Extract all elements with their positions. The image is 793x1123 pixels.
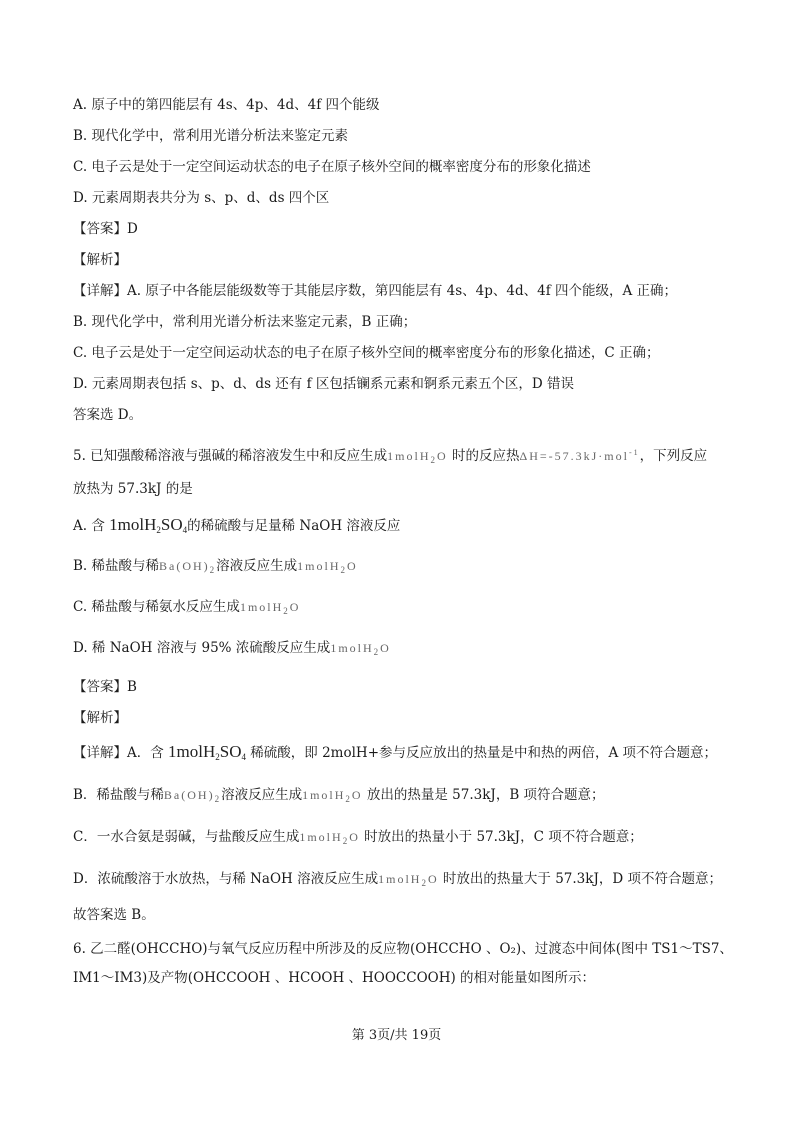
q4-option-a: A. 原子中的第四能层有 4s、4p、4d、4f 四个能级 xyxy=(73,97,380,113)
h2o-formula: 1molH$_2$O xyxy=(299,830,360,846)
h2o-formula: 1molH$_2$O xyxy=(378,872,439,888)
baoh2-formula: $Ba(OH)_2$ xyxy=(159,559,217,575)
q4-detail-b: B. 现代化学中，常利用光谱分析法来鉴定元素，B 正确； xyxy=(73,314,417,330)
q5-option-c: C. 稀盐酸与稀氨水反应生成1molH$_2$O xyxy=(73,599,301,616)
h2o-formula: 1molH$_2$O xyxy=(239,600,301,616)
q4-option-c: C. 电子云是处于一定空间运动状态的电子在原子核外空间的概率密度分布的形象化描述 xyxy=(73,159,591,175)
page-number: 第 3页/共 19页 xyxy=(351,1028,442,1043)
q6-stem-line1: 6. 乙二醛(OHCCHO)与氧气反应历程中所涉及的反应物(OHCCHO 、O₂)、过渡态中间体(图中 TS1～TS7、 xyxy=(73,941,733,957)
h2o-formula: 1molH$_2$O xyxy=(297,559,358,575)
q5-conclusion: 故答案选 B。 xyxy=(73,907,155,923)
q5-stem-line1: 5. 已知强酸稀溶液与强碱的稀溶液发生中和反应生成1molH$_2$O 时的反应热ΔH=-57.3kJ·mol$^{-1}$，下列反应 xyxy=(73,448,708,465)
h2so4-formula: $1molH_2SO_4$ xyxy=(168,742,247,762)
q4-detail-d: D. 元素周期表包括 s、p、d、ds 还有 f 区包括镧系元素和锕系元素五个区，D 错误 xyxy=(73,376,574,392)
q5-analysis-label: 【解析】 xyxy=(73,710,127,726)
q5-answer: 【答案】B xyxy=(73,679,137,695)
q6-stem-line2: IM1～IM3)及产物(OHCCOOH 、HCOOH 、HOOCCOOH) 的相对能量如图所示： xyxy=(73,970,596,986)
h2o-formula: 1molH$_2$O xyxy=(330,641,391,657)
q5-stem-line2: 放热为 57.3kJ 的是 xyxy=(73,481,193,497)
q5-option-d: D. 稀 NaOH 溶液与 95% 浓硫酸反应生成1molH$_2$O xyxy=(73,640,391,657)
q4-option-d: D. 元素周期表共分为 s、p、d、ds 四个区 xyxy=(73,190,330,206)
q5-detail-d: D．浓硫酸溶于水放热，与稀 NaOH 溶液反应生成1molH$_2$O 时放出的热量大于 57.3kJ，D 项不符合题意； xyxy=(73,871,722,888)
q5-detail-b: B．稀盐酸与稀$Ba(OH)_2$溶液反应生成1molH$_2$O 放出的热量是 57.3kJ，B 项符合题意； xyxy=(73,787,605,804)
q5-option-a: A. 含 $1molH_2SO_4$的稀硫酸与足量稀 NaOH 溶液反应 xyxy=(73,515,401,535)
q5-detail-c: C．一水合氨是弱碱，与盐酸反应生成1molH$_2$O 时放出的热量小于 57.3kJ，C 项不符合题意； xyxy=(73,829,643,846)
baoh2-formula: $Ba(OH)_2$ xyxy=(163,788,222,804)
q4-answer: 【答案】D xyxy=(73,221,138,237)
h2o-formula: 1molH$_2$O xyxy=(302,788,363,804)
q5-delta-h: ΔH=-57.3kJ·mol$^{-1}$ xyxy=(519,448,640,463)
q4-detail-a: 【详解】A. 原子中各能层能级数等于其能层序数，第四能层有 4s、4p、4d、4f 四个能级，A 正确； xyxy=(73,283,678,299)
q4-conclusion: 答案选 D。 xyxy=(73,407,143,423)
q5-option-b: B. 稀盐酸与稀$Ba(OH)_2$溶液反应生成1molH$_2$O xyxy=(73,558,358,575)
q5-stem-text: 5. 已知强酸稀溶液与强碱的稀溶液发生中和反应生成 xyxy=(73,448,388,464)
q5-detail-a: 【详解】A．含 $1molH_2SO_4$ 稀硫酸，即 2molH+参与反应放出的热量是中和热的两倍，A 项不符合题意； xyxy=(73,742,718,762)
q4-analysis-label: 【解析】 xyxy=(73,252,127,268)
q4-detail-c: C. 电子云是处于一定空间运动状态的电子在原子核外空间的概率密度分布的形象化描述，C 正确； xyxy=(73,345,660,361)
q4-option-b: B. 现代化学中，常利用光谱分析法来鉴定元素 xyxy=(73,128,349,144)
h2so4-formula: $1molH_2SO_4$ xyxy=(109,515,188,535)
q5-stem-formula: 1molH$_2$O xyxy=(387,449,448,465)
